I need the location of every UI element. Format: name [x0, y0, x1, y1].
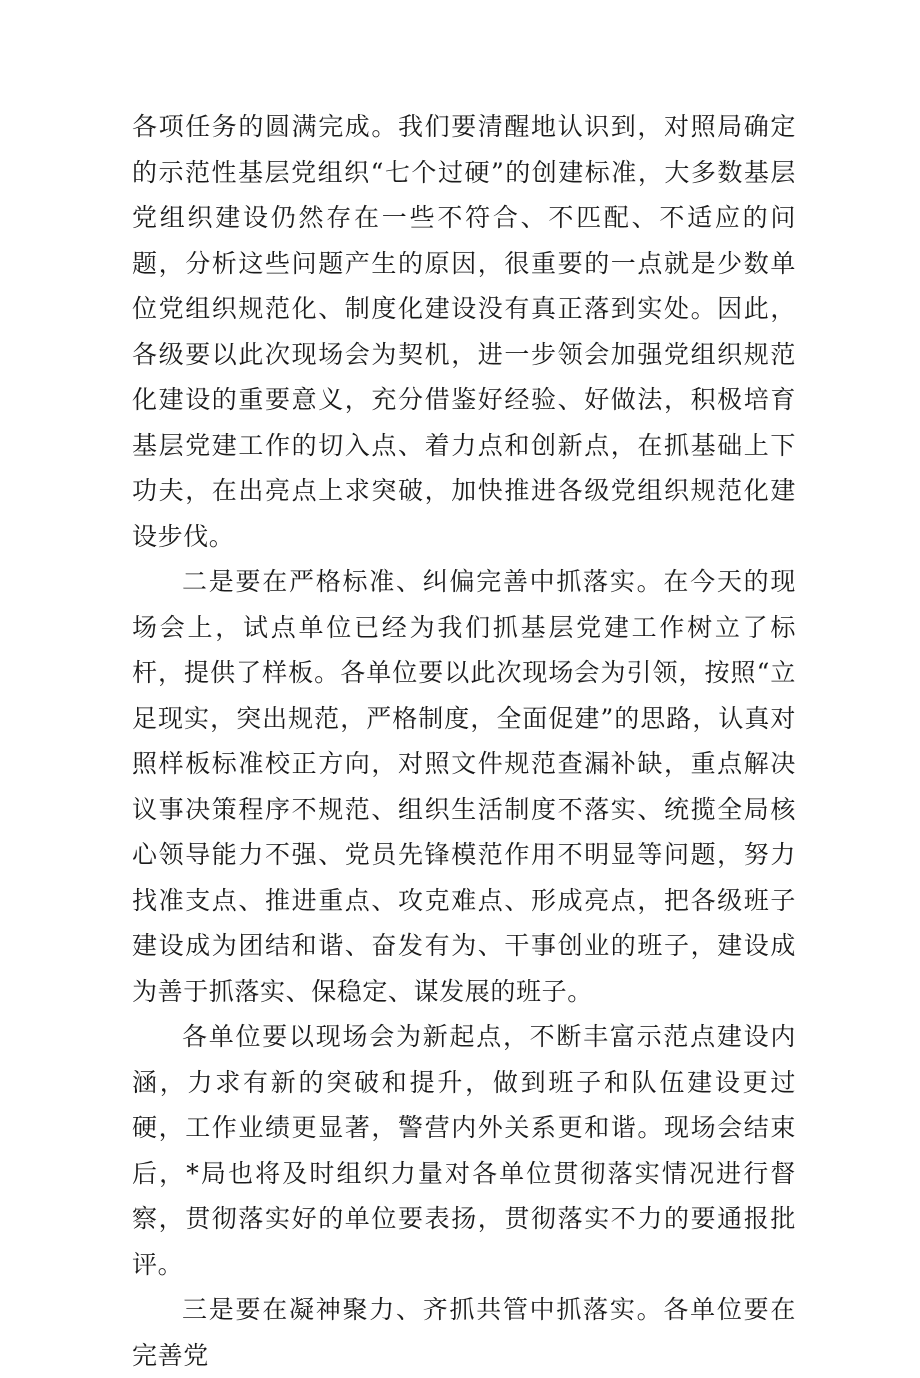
- paragraph-continuation: 各项任务的圆满完成。我们要清醒地认识到，对照局确定的示范性基层党组织“七个过硬”的创建标准，大多数基层党组织建设仍然存在一些不符合、不匹配、不适应的问题，分析这些问题产生的原因，很重要的一点就是少数单位党组织规范化、制度化建设没有真正落到实处。因此，各级要以此次现场会为契机，进一步领会加强党组织规范化建设的重要意义，充分借鉴好经验、好做法，积极培育基层党建工作的切入点、着力点和创新点，在抓基础上下功夫，在出亮点上求突破，加快推进各级党组织规范化建设步伐。: [132, 112, 796, 551]
- paragraph-new-starting-point: 各单位要以现场会为新起点，不断丰富示范点建设内涵，力求有新的突破和提升，做到班子和队伍建设更过硬，工作业绩更显著，警营内外关系更和谐。现场会结束后，*局也将及时组织力量对各单位贯彻落实情况进行督察，贯彻落实好的单位要表扬，贯彻落实不力的要通报批评。: [132, 1022, 796, 1279]
- paragraph-point-three: 三是要在凝神聚力、齐抓共管中抓落实。各单位要在完善党: [132, 1295, 796, 1370]
- document-body: [132, 104, 796, 1378]
- paragraph-point-two: 二是要在严格标准、纠偏完善中抓落实。在今天的现场会上，试点单位已经为我们抓基层党建工作树立了标杆，提供了样板。各单位要以此次现场会为引领，按照“立足现实，突出规范，严格制度，全面促建”的思路，认真对照样板标准校正方向，对照文件规范查漏补缺，重点解决议事决策程序不规范、组织生活制度不落实、统揽全局核心领导能力不强、党员先锋模范作用不明显等问题，努力找准支点、推进重点、攻克难点、形成亮点，把各级班子建设成为团结和谐、奋发有为、干事创业的班子，建设成为善于抓落实、保稳定、谋发展的班子。: [132, 567, 796, 1006]
